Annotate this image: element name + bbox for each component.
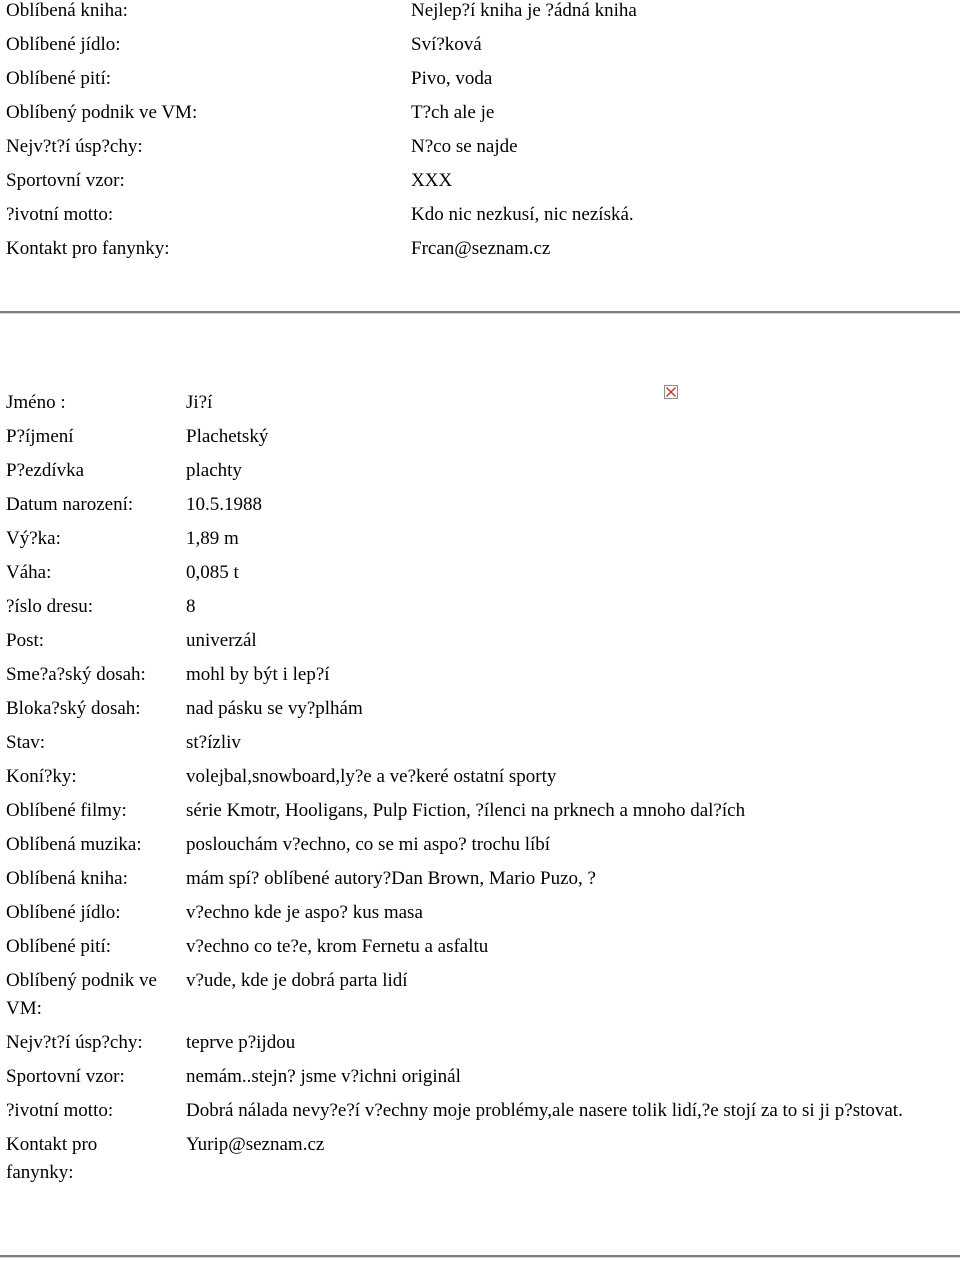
field-label: Oblíbené filmy: xyxy=(6,800,127,821)
field-value: nemám..stejn? jsme v?ichni originál xyxy=(186,1066,461,1087)
field-value: série Kmotr, Hooligans, Pulp Fiction, ?ílenci na prknech a mnoho dal?ích xyxy=(186,800,746,821)
field-label: Stav: xyxy=(6,732,46,753)
field-label: Oblíbená muzika: xyxy=(6,834,142,855)
field-label: Oblíbené pití: xyxy=(6,68,112,89)
field-label: Nejv?t?í úsp?chy: xyxy=(6,136,143,157)
field-label: Kontakt pro fanynky: xyxy=(6,1134,98,1183)
field-value: teprve p?ijdou xyxy=(186,1032,296,1053)
field-value: XXX xyxy=(411,170,453,191)
section-divider xyxy=(0,1255,960,1258)
field-value: 8 xyxy=(186,596,196,617)
field-value: volejbal,snowboard,ly?e a ve?keré ostatní sporty xyxy=(186,766,557,787)
field-value: mám spí? oblíbené autory?Dan Brown, Mario Puzo, ? xyxy=(186,868,596,889)
field-value: poslouchám v?echno, co se mi aspo? trochu líbí xyxy=(186,834,551,855)
field-label: Oblíbený podnik ve VM: xyxy=(6,970,157,1019)
field-label: Koní?ky: xyxy=(6,766,77,787)
field-label: Oblíbená kniha: xyxy=(6,868,128,889)
field-label: Kontakt pro fanynky: xyxy=(6,238,170,259)
field-value: 10.5.1988 xyxy=(186,494,262,515)
field-value: Dobrá nálada nevy?e?í v?echny moje problémy,ale nasere tolik lidí,?e stojí za to si ji p?stovat. xyxy=(186,1100,903,1121)
field-label: ?ivotní motto: xyxy=(6,1100,114,1121)
field-value: mohl by být i lep?í xyxy=(186,664,330,685)
field-value: v?echno co te?e, krom Fernetu a asfaltu xyxy=(186,936,489,957)
broken-image-icon xyxy=(664,385,678,399)
contact-email: Yurip@seznam.cz xyxy=(186,1134,325,1155)
field-value: T?ch ale je xyxy=(411,102,495,123)
field-label: Váha: xyxy=(6,562,52,583)
field-label: ?ivotní motto: xyxy=(6,204,114,225)
field-label: Oblíbené pití: xyxy=(6,936,112,957)
field-label: Datum narození: xyxy=(6,494,134,515)
field-label: Sportovní vzor: xyxy=(6,170,125,191)
field-label: Sme?a?ský dosah: xyxy=(6,664,146,685)
field-label: Vý?ka: xyxy=(6,528,61,549)
field-value: nad pásku se vy?plhám xyxy=(186,698,363,719)
field-label: Post: xyxy=(6,630,45,651)
field-value: univerzál xyxy=(186,630,257,651)
field-value: Nejlep?í kniha je ?ádná kniha xyxy=(411,0,637,21)
field-label: P?íjmení xyxy=(6,426,74,447)
field-label: Oblíbené jídlo: xyxy=(6,902,121,923)
field-label: P?ezdívka xyxy=(6,460,85,481)
field-value: v?ude, kde je dobrá parta lidí xyxy=(186,970,408,991)
field-label: Oblíbená kniha: xyxy=(6,0,128,21)
field-value: plachty xyxy=(186,460,242,481)
field-label: Jméno : xyxy=(6,392,66,413)
field-label: ?íslo dresu: xyxy=(6,596,94,617)
field-label: Nejv?t?í úsp?chy: xyxy=(6,1032,143,1053)
field-value: Sví?ková xyxy=(411,34,482,55)
field-value: Plachetský xyxy=(186,426,269,447)
field-value: 1,89 m xyxy=(186,528,239,549)
field-value: Kdo nic nezkusí, nic nezíská. xyxy=(411,204,634,225)
section-divider xyxy=(0,311,960,314)
field-value: v?echno kde je aspo? kus masa xyxy=(186,902,423,923)
field-label: Sportovní vzor: xyxy=(6,1066,125,1087)
field-value: N?co se najde xyxy=(411,136,518,157)
field-value: Ji?í xyxy=(186,392,213,413)
field-value: Pivo, voda xyxy=(411,68,493,89)
field-label: Oblíbený podnik ve VM: xyxy=(6,102,198,123)
field-value: st?ízliv xyxy=(186,732,241,753)
field-value: 0,085 t xyxy=(186,562,239,583)
field-value: Frcan@seznam.cz xyxy=(411,238,551,259)
field-label: Oblíbené jídlo: xyxy=(6,34,121,55)
field-label: Bloka?ský dosah: xyxy=(6,698,141,719)
